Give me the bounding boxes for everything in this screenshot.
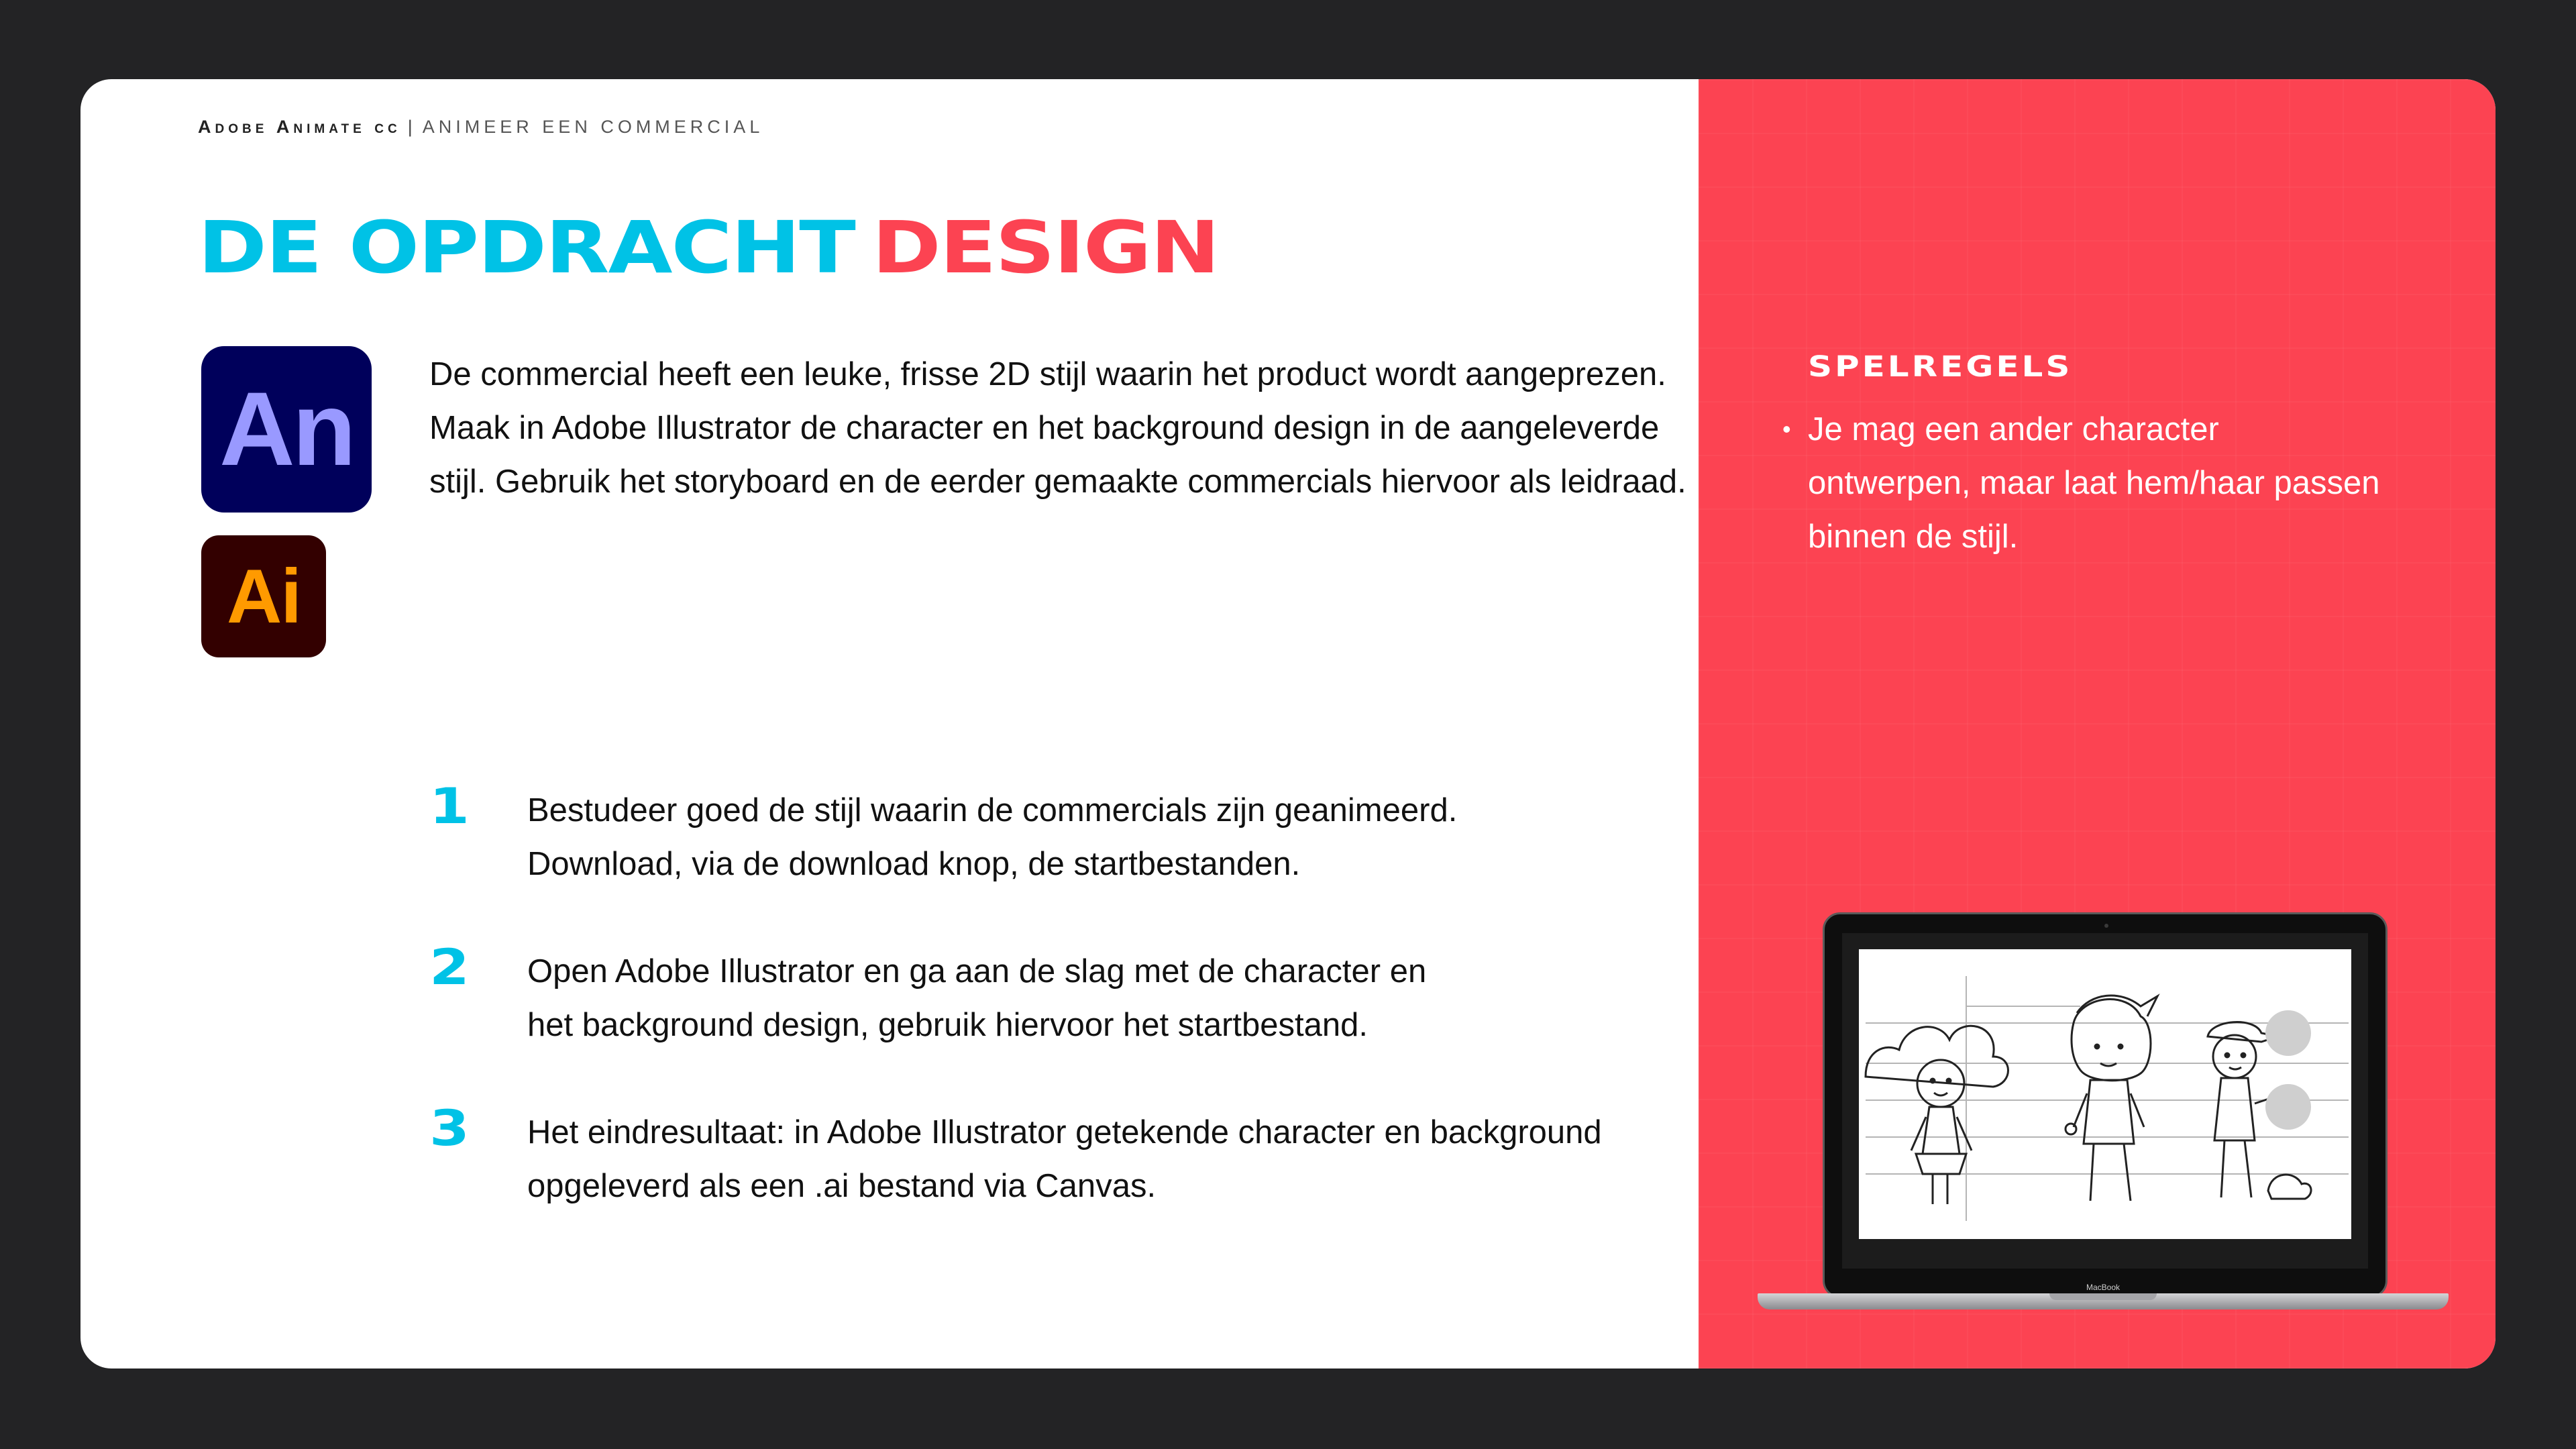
- adobe-illustrator-label: Ai: [227, 553, 301, 639]
- step-number: 2: [429, 939, 470, 996]
- laptop-screen: [1842, 933, 2368, 1269]
- laptop-mockup: [1758, 912, 2449, 1315]
- adobe-animate-icon: [201, 346, 372, 513]
- rules-list: [1781, 402, 2385, 564]
- title-part-opdracht: DE OPDRACHT: [198, 207, 855, 290]
- breadcrumb: [198, 117, 763, 138]
- step-line: opgeleverd als een .ai bestand via Canvas.: [527, 1168, 1157, 1204]
- adobe-animate-label: An: [219, 370, 354, 488]
- step-line: Download, via de download knop, de startbestanden.: [527, 846, 1301, 882]
- title-part-design: DESIGN: [871, 207, 1219, 290]
- step-text: [527, 1106, 1701, 1213]
- step-text: [527, 784, 1701, 891]
- storyboard-image: [1859, 949, 2351, 1239]
- adobe-illustrator-icon: [201, 535, 326, 657]
- step-number: 1: [429, 778, 470, 835]
- breadcrumb-app: Adobe Animate cc: [198, 117, 401, 137]
- intro-text: De commercial heeft een leuke, frisse 2D stijl waarin het product wordt aangeprezen. Maak in Adobe Illustrator de character en het background design in de aangeleverde stijl. Gebruik het storyboard en de eerder gemaakte commercials hiervoor als leidraad.: [429, 356, 1686, 500]
- laptop-lid: [1823, 912, 2387, 1298]
- rules-title: SPELREGELS: [1808, 350, 2073, 384]
- step-line: Het eindresultaat: in Adobe Illustrator getekende character en background: [527, 1114, 1602, 1150]
- page-title: [198, 207, 1218, 290]
- camera-icon: [2104, 924, 2108, 928]
- laptop-notch: [2049, 1293, 2157, 1300]
- breadcrumb-subtitle: ANIMEER EEN COMMERCIAL: [422, 117, 764, 137]
- laptop-base: [1758, 1293, 2449, 1309]
- breadcrumb-separator: |: [407, 117, 416, 137]
- character-sketch-illustration: [1859, 949, 2351, 1239]
- laptop-brand-label: MacBook: [2086, 1283, 2121, 1292]
- step-line: Open Adobe Illustrator en ga aan de slag met de character en: [527, 953, 1427, 989]
- rules-item: • Je mag een ander character ontwerpen, maar laat hem/haar passen binnen de stijl.: [1781, 402, 2385, 564]
- step-text: [527, 945, 1701, 1052]
- step-line: Bestudeer goed de stijl waarin de commercials zijn geanimeerd.: [527, 792, 1458, 828]
- step-number: 3: [429, 1100, 470, 1157]
- step-line: het background design, gebruik hiervoor het startbestand.: [527, 1007, 1368, 1043]
